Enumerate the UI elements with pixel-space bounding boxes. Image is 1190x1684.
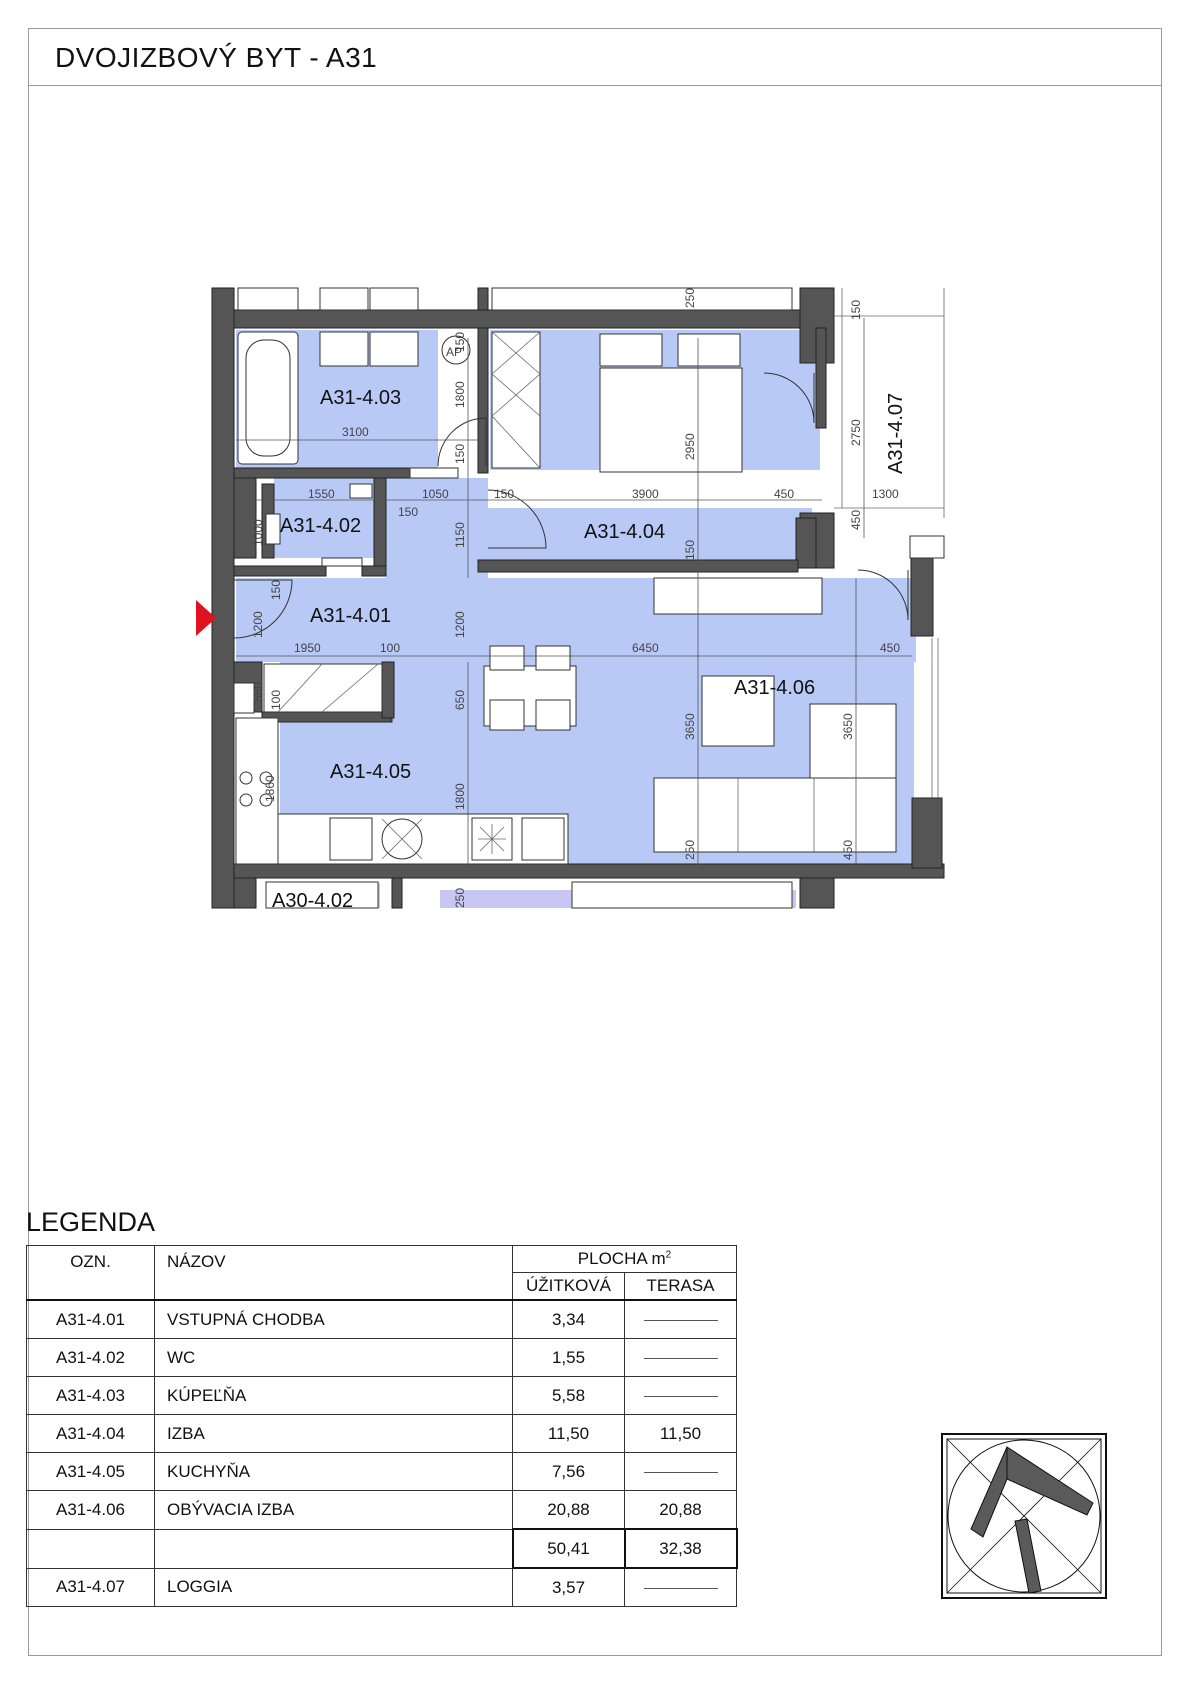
header-terasa: TERASA xyxy=(625,1273,737,1301)
row-uzitkova: 20,88 xyxy=(513,1491,625,1530)
row-uzitkova: 1,55 xyxy=(513,1339,625,1377)
legend-title: LEGENDA xyxy=(26,1207,156,1237)
loggia-ozn: A31-4.07 xyxy=(27,1568,155,1607)
dim-label: 450 xyxy=(880,641,901,655)
row-ozn: A31-4.06 xyxy=(27,1491,155,1530)
dim-label: 250 xyxy=(453,887,467,908)
row-terasa xyxy=(625,1377,737,1415)
dim-label: 2750 xyxy=(849,419,863,446)
dim-label: 150 xyxy=(494,487,515,501)
dim-label: 2950 xyxy=(683,433,697,460)
row-nazov: OBÝVACIA IZBA xyxy=(155,1491,513,1530)
dim-label: 1200 xyxy=(251,611,265,638)
row-terasa xyxy=(625,1300,737,1339)
legend-row xyxy=(27,1415,737,1453)
room-label-4-01: A31-4.01 xyxy=(310,605,392,627)
dim-label: 3900 xyxy=(632,487,659,501)
row-nazov: WC xyxy=(155,1339,513,1377)
empty-dash xyxy=(644,1358,718,1359)
dim-label: 100 xyxy=(269,689,283,710)
row-nazov: IZBA xyxy=(155,1415,513,1453)
legend-row xyxy=(27,1453,737,1491)
dim-label: 1950 xyxy=(294,641,321,655)
legend-row xyxy=(27,1339,737,1377)
row-ozn: A31-4.04 xyxy=(27,1415,155,1453)
dim-label: 6450 xyxy=(632,641,659,655)
north-arrow-icon xyxy=(941,1433,1107,1599)
header-ozn: OZN. xyxy=(27,1246,155,1301)
legend-loggia-row xyxy=(27,1568,737,1607)
dim-label: 100 xyxy=(380,641,401,655)
title-bar xyxy=(29,29,1161,86)
dim-label: 150 xyxy=(398,505,419,519)
row-terasa: 20,88 xyxy=(625,1491,737,1530)
empty-dash xyxy=(644,1320,718,1321)
dim-label: 250 xyxy=(683,839,697,860)
legend-row xyxy=(27,1491,737,1530)
floor-plan xyxy=(182,278,1042,988)
dim-label: 450 xyxy=(841,839,855,860)
row-terasa xyxy=(625,1453,737,1491)
dim-label: 150 xyxy=(269,579,283,600)
legend-table xyxy=(26,1245,738,1607)
dim-label: 450 xyxy=(774,487,795,501)
room-label-4-04: A31-4.04 xyxy=(584,521,666,543)
loggia-nazov: LOGGIA xyxy=(155,1568,513,1607)
totals-empty-nazov xyxy=(155,1529,513,1568)
dim-label: 3650 xyxy=(683,713,697,740)
dim-label: 550 xyxy=(251,681,265,702)
empty-dash xyxy=(644,1396,718,1397)
dim-label: 150 xyxy=(453,331,467,352)
dim-label: 1000 xyxy=(251,519,265,546)
room-label-4-07: A31-4.07 xyxy=(885,392,907,474)
dim-label: 1200 xyxy=(453,611,467,638)
total-terasa: 32,38 xyxy=(625,1529,737,1568)
dim-label: 1050 xyxy=(422,487,449,501)
legend-totals-row xyxy=(27,1529,737,1568)
row-ozn: A31-4.02 xyxy=(27,1339,155,1377)
dim-label: 250 xyxy=(683,287,697,308)
room-label-4-06: A31-4.06 xyxy=(734,677,816,699)
totals-empty-ozn xyxy=(27,1529,155,1568)
header-plocha xyxy=(513,1246,737,1273)
page-title: DVOJIZBOVÝ BYT - A31 xyxy=(55,42,378,73)
header-plocha-sup: 2 xyxy=(665,1249,672,1261)
row-uzitkova: 7,56 xyxy=(513,1453,625,1491)
legend-row xyxy=(27,1377,737,1415)
dim-label: 3100 xyxy=(342,425,369,439)
dim-label: 650 xyxy=(453,689,467,710)
total-uzitkova: 50,41 xyxy=(513,1529,625,1568)
dim-label: 1550 xyxy=(308,487,335,501)
dim-label: 150 xyxy=(849,299,863,320)
legend-rows xyxy=(27,1300,737,1529)
dim-label: 150 xyxy=(683,539,697,560)
room-label-4-02: A31-4.02 xyxy=(280,515,362,537)
loggia-terasa xyxy=(625,1568,737,1607)
dim-label: 3650 xyxy=(841,713,855,740)
empty-dash xyxy=(644,1588,718,1589)
row-uzitkova: 11,50 xyxy=(513,1415,625,1453)
fixture-ap-label: AP xyxy=(446,345,463,359)
dim-label: 1300 xyxy=(872,487,899,501)
row-ozn: A31-4.01 xyxy=(27,1300,155,1339)
dim-label: 450 xyxy=(849,509,863,530)
loggia-uzitkova: 3,57 xyxy=(513,1568,625,1607)
header-nazov: NÁZOV xyxy=(155,1246,513,1301)
dim-label: 1800 xyxy=(453,783,467,810)
row-terasa xyxy=(625,1339,737,1377)
row-nazov: KUCHYŇA xyxy=(155,1453,513,1491)
dim-label: 1800 xyxy=(453,381,467,408)
room-label-4-05: A31-4.05 xyxy=(330,761,412,783)
legend-header-row xyxy=(27,1246,737,1273)
row-ozn: A31-4.05 xyxy=(27,1453,155,1491)
header-plocha-label: PLOCHA m xyxy=(577,1249,666,1268)
dim-label: 150 xyxy=(453,443,467,464)
row-nazov: VSTUPNÁ CHODBA xyxy=(155,1300,513,1339)
row-nazov: KÚPEĽŇA xyxy=(155,1377,513,1415)
empty-dash xyxy=(644,1472,718,1473)
dim-label: 1150 xyxy=(453,522,467,548)
dim-label: 1860 xyxy=(263,775,277,802)
header-uzitkova: ÚŽITKOVÁ xyxy=(513,1273,625,1301)
room-label-30-4-02: A30-4.02 xyxy=(272,890,354,912)
room-label-4-03: A31-4.03 xyxy=(320,387,402,409)
row-uzitkova: 5,58 xyxy=(513,1377,625,1415)
row-uzitkova: 3,34 xyxy=(513,1300,625,1339)
legend-row xyxy=(27,1300,737,1339)
row-terasa: 11,50 xyxy=(625,1415,737,1453)
row-ozn: A31-4.03 xyxy=(27,1377,155,1415)
